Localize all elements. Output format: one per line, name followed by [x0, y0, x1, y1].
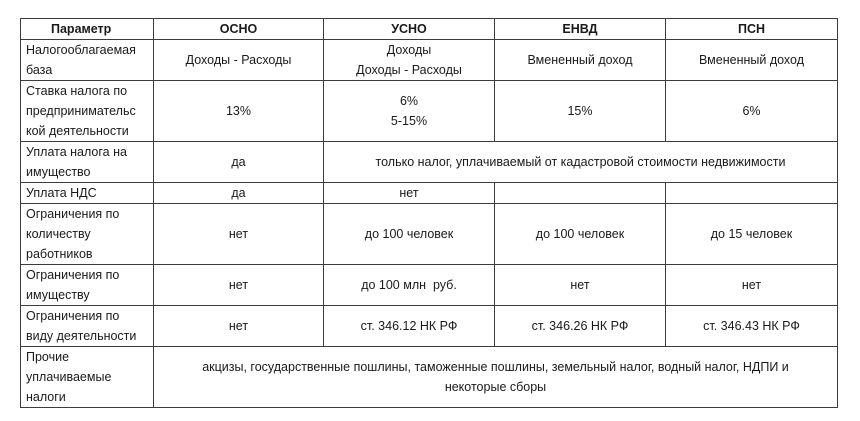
table-row-tax-rate: [21, 81, 838, 142]
cell-psn: 6%: [666, 81, 838, 142]
cell-psn: [666, 183, 838, 204]
cell-envd: Вмененный доход: [495, 40, 666, 81]
cell-usno: Доходы Доходы - Расходы: [324, 40, 495, 81]
table-row-property-tax: [21, 142, 838, 183]
cell-envd: ст. 346.26 НК РФ: [495, 306, 666, 347]
cell-psn: до 15 человек: [666, 204, 838, 265]
cell-osno: нет: [154, 306, 324, 347]
cell-usno: нет: [324, 183, 495, 204]
table-row-tax-base: [21, 40, 838, 81]
cell-merged-all-regimes: акцизы, государственные пошлины, таможенные пошлины, земельный налог, водный налог, НДПИ и некоторые сборы: [154, 347, 838, 408]
row-label: Уплата НДС: [21, 183, 154, 204]
cell-osno: 13%: [154, 81, 324, 142]
cell-envd: [495, 183, 666, 204]
table-row-vat: [21, 183, 838, 204]
table-row-staff-limit: [21, 204, 838, 265]
header-envd: ЕНВД: [495, 19, 666, 40]
cell-envd: нет: [495, 265, 666, 306]
table-row-other-taxes: [21, 347, 838, 408]
cell-psn: нет: [666, 265, 838, 306]
row-label: Налогооблагаемая база: [21, 40, 154, 81]
table-row-activity-limit: [21, 306, 838, 347]
cell-psn: Вмененный доход: [666, 40, 838, 81]
row-label: Прочие уплачиваемые налоги: [21, 347, 154, 408]
cell-usno: ст. 346.12 НК РФ: [324, 306, 495, 347]
cell-merged-special-regimes: только налог, уплачиваемый от кадастровой стоимости недвижимости: [324, 142, 838, 183]
cell-osno: Доходы - Расходы: [154, 40, 324, 81]
header-row: [21, 19, 838, 40]
row-label: Уплата налога на имущество: [21, 142, 154, 183]
row-label: Ограничения по имуществу: [21, 265, 154, 306]
cell-envd: 15%: [495, 81, 666, 142]
cell-usno: до 100 млн руб.: [324, 265, 495, 306]
cell-usno: до 100 человек: [324, 204, 495, 265]
cell-osno: да: [154, 183, 324, 204]
header-usno: УСНО: [324, 19, 495, 40]
table-row-property-limit: [21, 265, 838, 306]
row-label: Ограничения по количеству работников: [21, 204, 154, 265]
row-label: Ставка налога по предпринимательс кой деятельности: [21, 81, 154, 142]
header-psn: ПСН: [666, 19, 838, 40]
tax-regimes-table: [20, 18, 838, 408]
cell-osno: нет: [154, 204, 324, 265]
cell-envd: до 100 человек: [495, 204, 666, 265]
header-parameter: Параметр: [21, 19, 154, 40]
cell-psn: ст. 346.43 НК РФ: [666, 306, 838, 347]
cell-osno: да: [154, 142, 324, 183]
row-label: Ограничения по виду деятельности: [21, 306, 154, 347]
header-osno: ОСНО: [154, 19, 324, 40]
cell-usno: 6% 5-15%: [324, 81, 495, 142]
cell-osno: нет: [154, 265, 324, 306]
